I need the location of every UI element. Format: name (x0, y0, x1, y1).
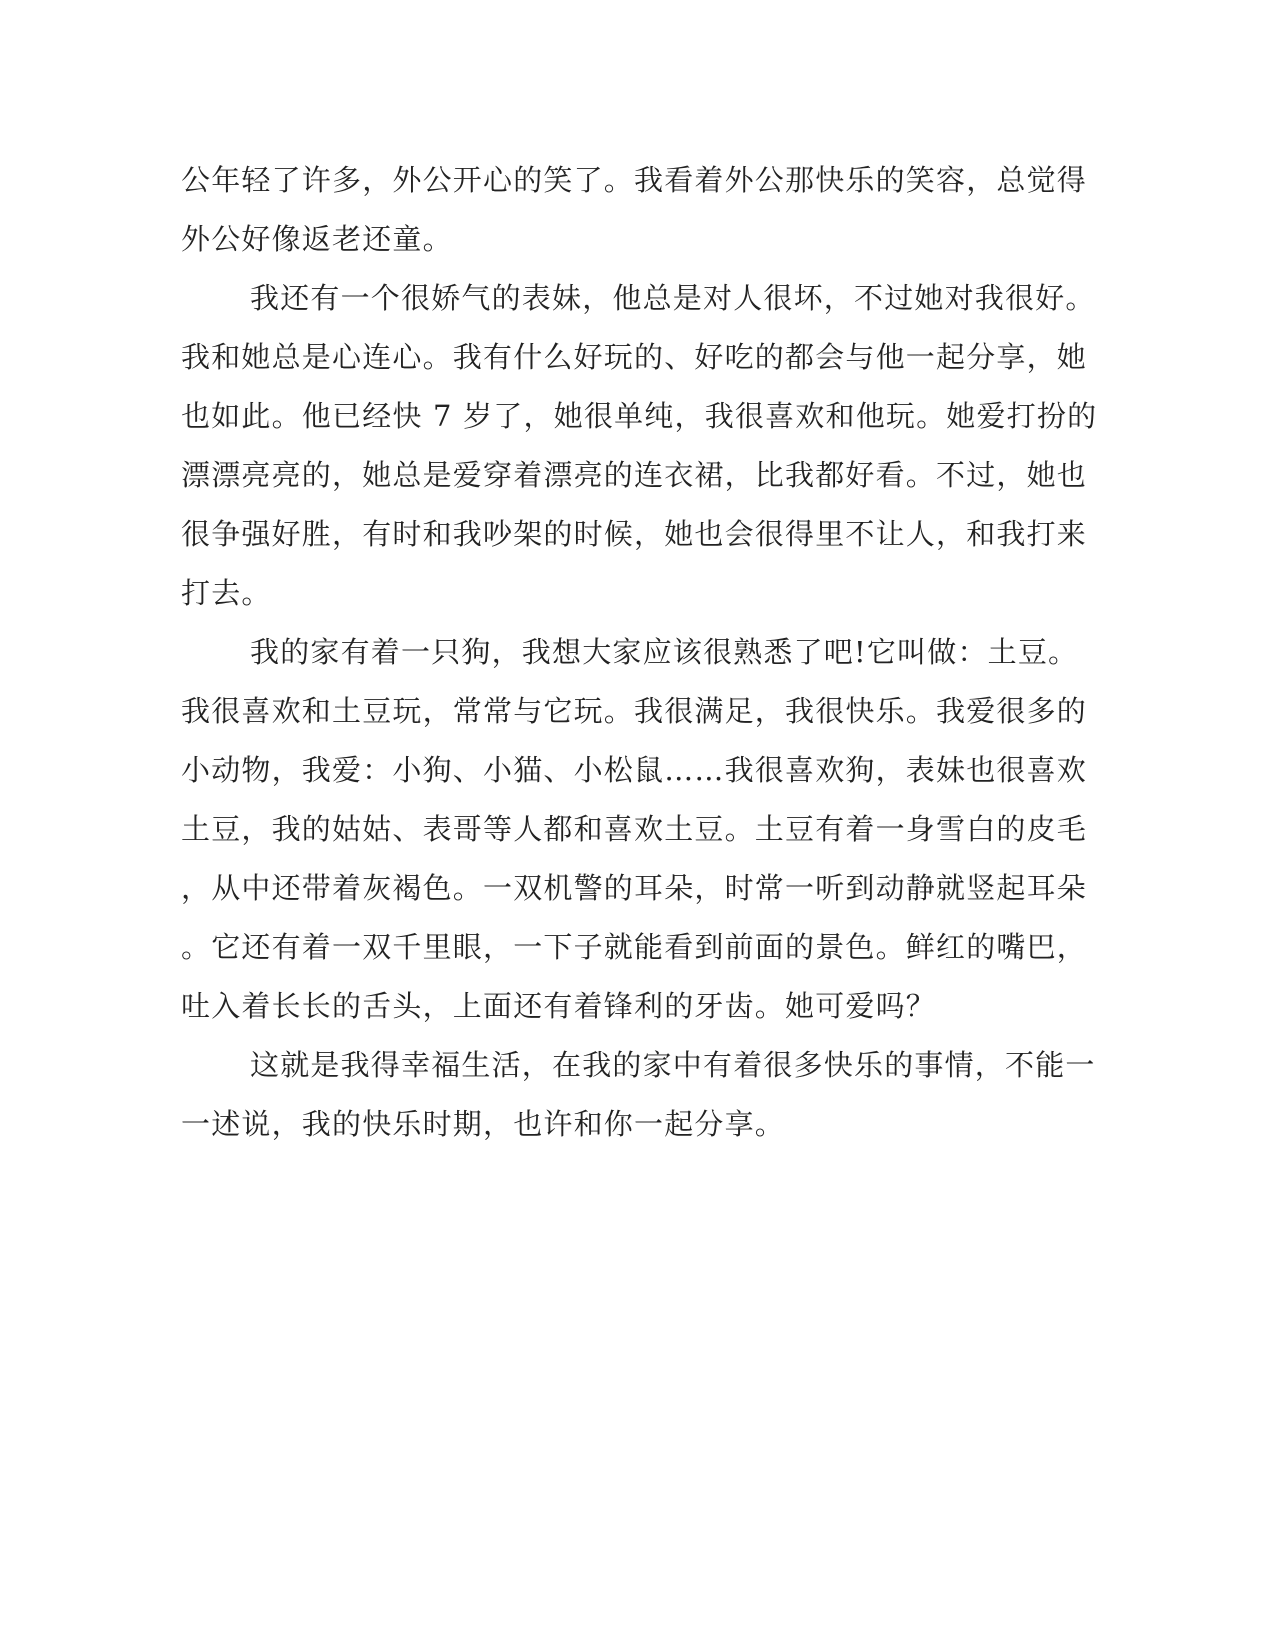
text-line: 小动物，我爱：小狗、小猫、小松鼠……我很喜欢狗，表妹也很喜欢 (181, 753, 1088, 787)
text-line: 吐入着长长的舌头，上面还有着锋利的牙齿。她可爱吗？ (181, 989, 937, 1023)
text-line: 漂漂亮亮的，她总是爱穿着漂亮的连衣裙，比我都好看。不过，她也 (181, 458, 1088, 492)
text-line: 打去。 (181, 576, 272, 610)
paragraph-start-line: 我的家有着一只狗，我想大家应该很熟悉了吧!它叫做：土豆。 (250, 635, 1079, 669)
text-line: 外公好像返老还童。 (181, 222, 453, 256)
text-line: 我和她总是心连心。我有什么好玩的、好吃的都会与他一起分享，她 (181, 340, 1088, 374)
text-line: 一述说，我的快乐时期，也许和你一起分享。 (181, 1107, 786, 1141)
text-line: 。它还有着一双千里眼，一下子就能看到前面的景色。鲜红的嘴巴， (181, 930, 1088, 964)
text-line: 很争强好胜，有时和我吵架的时候，她也会很得里不让人，和我打来 (181, 517, 1088, 551)
text-line: 公年轻了许多，外公开心的笑了。我看着外公那快乐的笑容，总觉得 (181, 163, 1088, 197)
text-line: 也如此。他已经快 7 岁了，她很单纯，我很喜欢和他玩。她爱打扮的 (181, 399, 1098, 433)
text-line: ，从中还带着灰褐色。一双机警的耳朵，时常一听到动静就竖起耳朵 (181, 871, 1088, 905)
text-line: 土豆，我的姑姑、表哥等人都和喜欢土豆。土豆有着一身雪白的皮毛 (181, 812, 1088, 846)
text-line: 我很喜欢和土豆玩，常常与它玩。我很满足，我很快乐。我爱很多的 (181, 694, 1088, 728)
paragraph-start-line: 我还有一个很娇气的表妹，他总是对人很坏，不过她对我很好。 (250, 281, 1096, 315)
paragraph-start-line: 这就是我得幸福生活，在我的家中有着很多快乐的事情，不能一 (250, 1048, 1096, 1082)
